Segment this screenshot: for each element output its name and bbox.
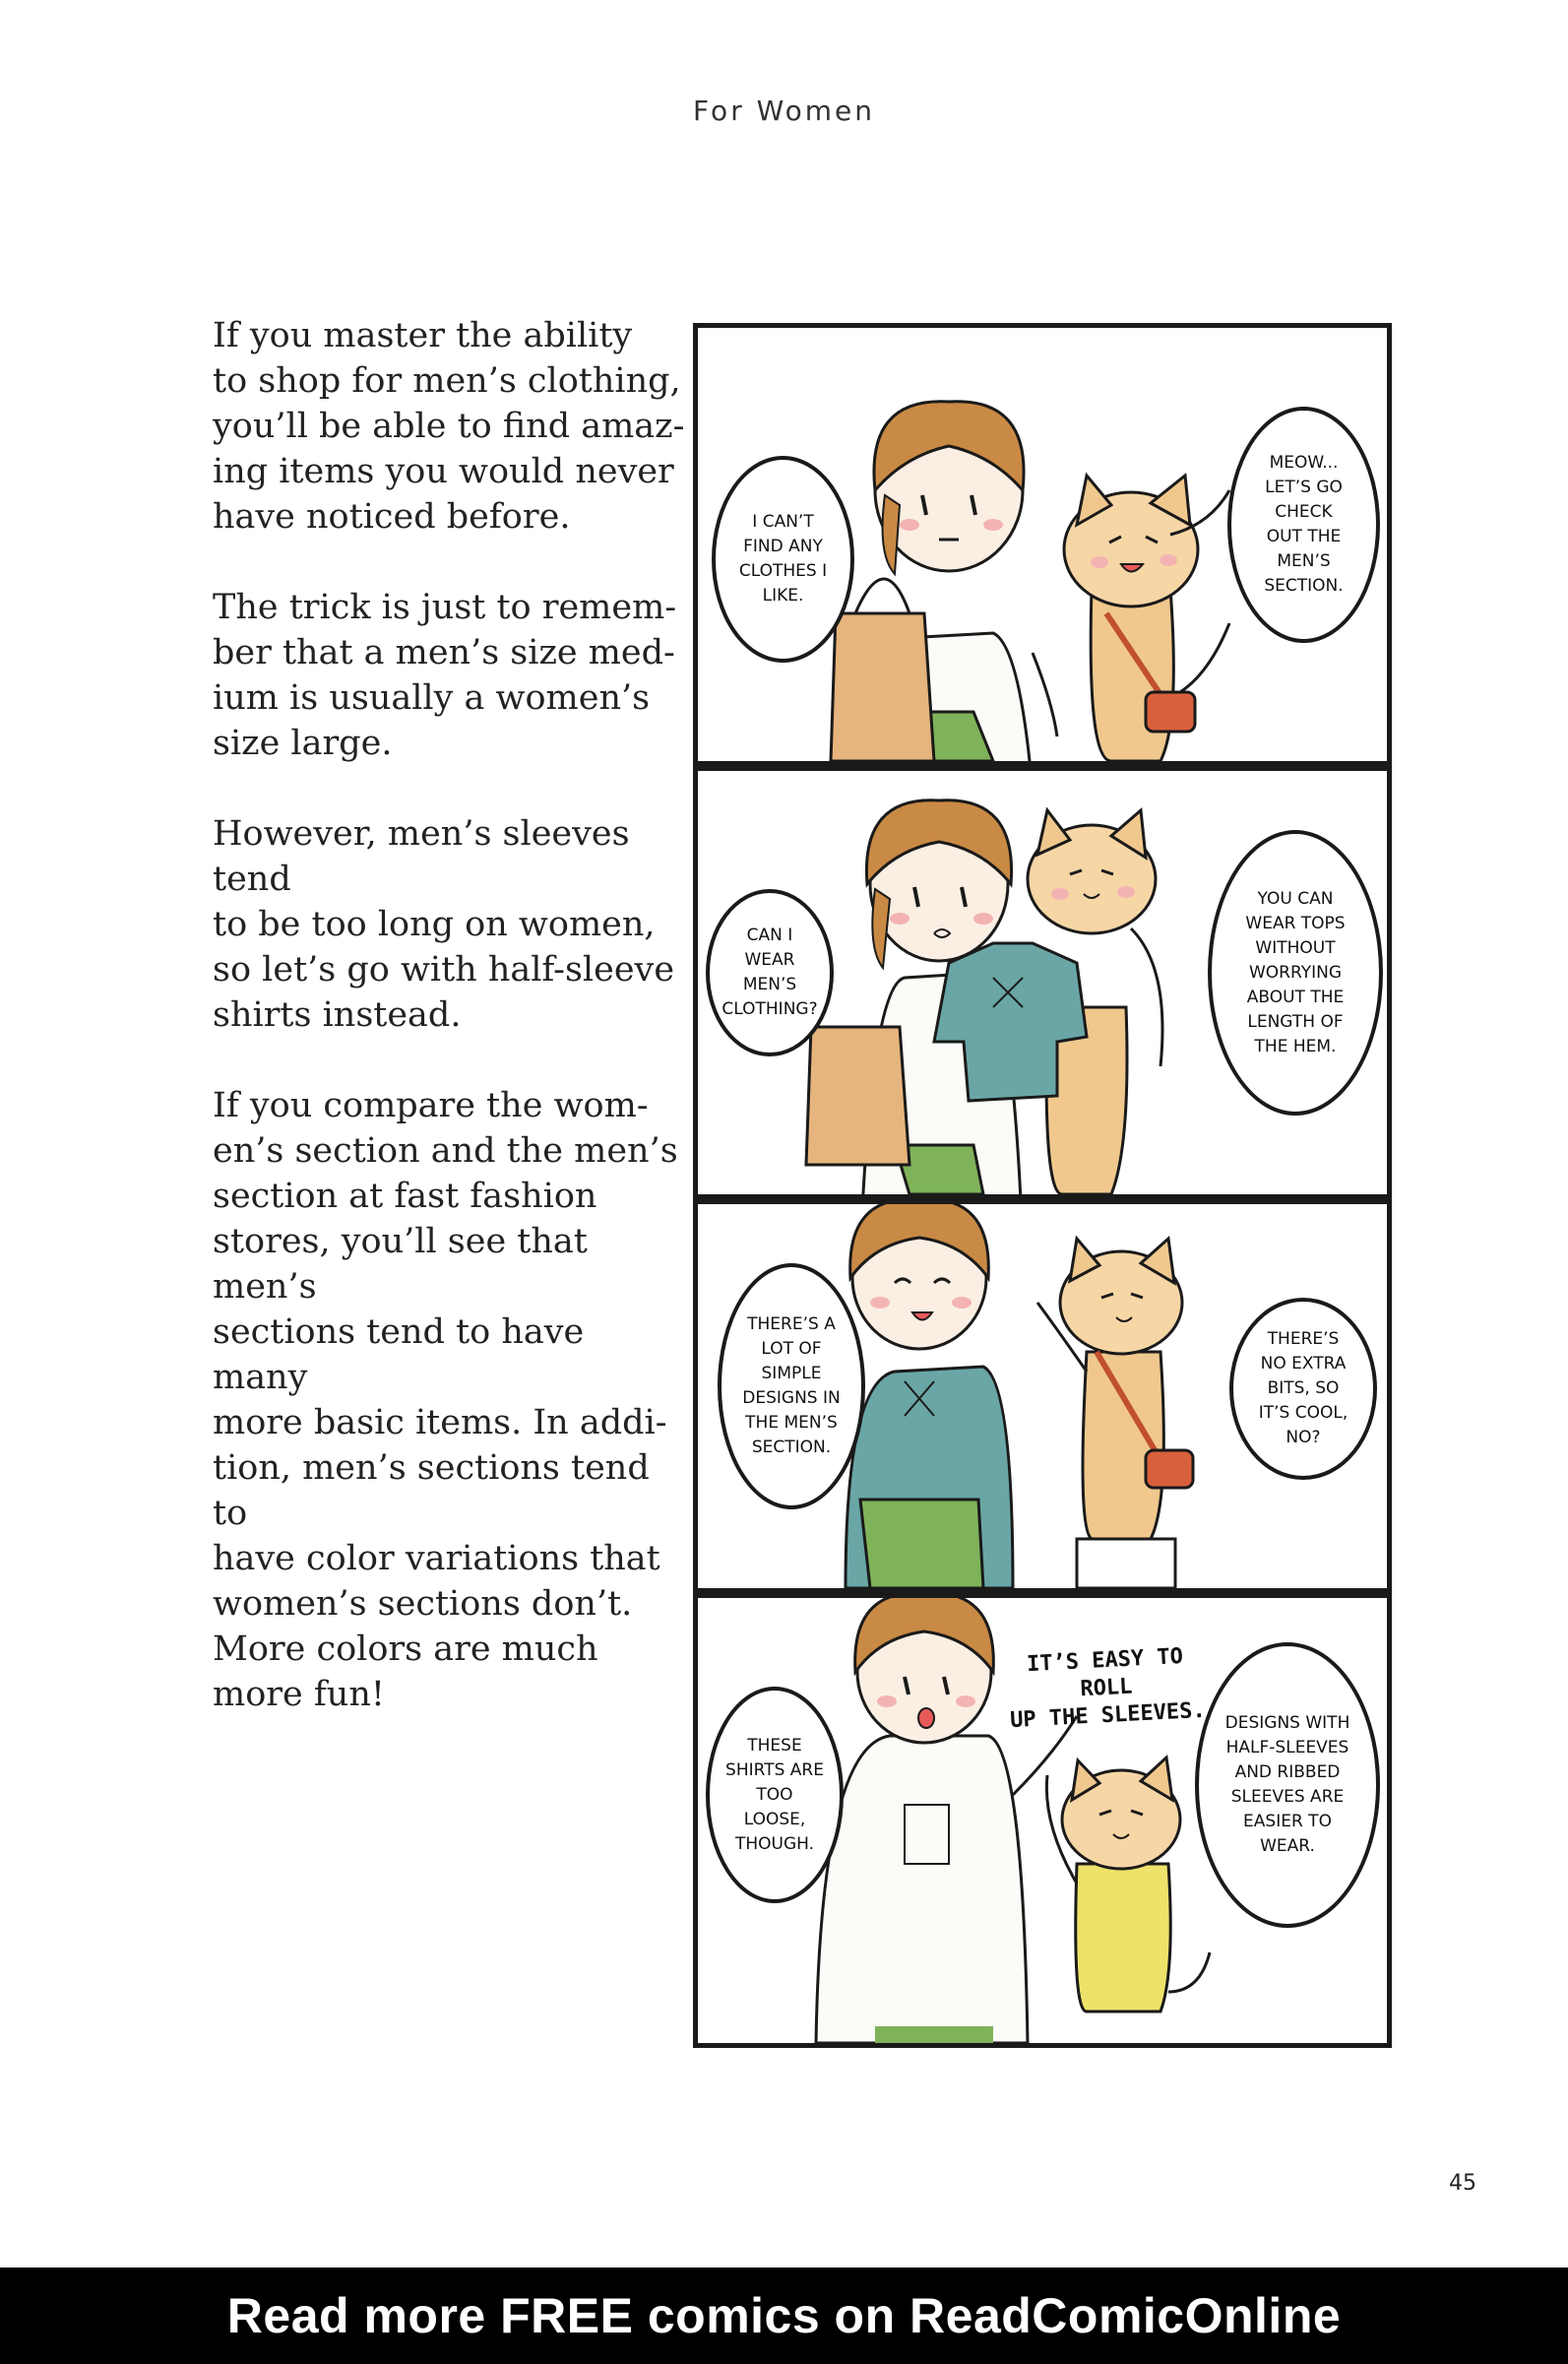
running-head: For Women [692,95,876,127]
panel-4-cat-bubble: DESIGNS WITH HALF-SLEEVES AND RIBBED SLEEVES ARE EASIER TO WEAR. [1195,1642,1380,1928]
paragraph-4: If you compare the wom- en’s section and the men’s section at fast fashion stores, you’ll see that men’s sections tend to have many more basic items. In addi- tion, men’s sections tend to have color variations that women’s sections don’t. More colors are much more fun! [213,1086,678,1714]
promo-banner-text[interactable]: Read more FREE comics on ReadComicOnline [226,2288,1342,2343]
panel-3-woman-bubble: THERE’S A LOT OF SIMPLE DESIGNS IN THE MEN’S SECTION. [718,1263,865,1509]
paragraph-3: However, men’s sleeves tend to be too long on women, so let’s go with half-sleeve shirts instead. [213,814,675,1035]
comic-strip [693,323,1392,2048]
paragraph-1: If you master the ability to shop for men’s clothing, you’ll be able to find amaz- ing items you would never have noticed before. [213,316,685,537]
paragraph-2: The trick is just to remem- ber that a men’s size med- ium is usually a women’s size large. [213,588,677,763]
panel-2-woman-bubble: CAN I WEAR MEN’S CLOTHING? [706,889,834,1056]
panel-1-cat-bubble: MEOW... LET’S GO CHECK OUT THE MEN’S SECTION. [1227,407,1380,643]
comic-panel-3 [698,1204,1387,1588]
panel-4-woman-bubble: THESE SHIRTS ARE TOO LOOSE, THOUGH. [706,1687,844,1903]
promo-banner[interactable] [0,2268,1568,2364]
comic-panel-2 [698,771,1387,1194]
body-text [213,313,685,1762]
page-number: 45 [1449,2171,1476,2196]
panel-2-cat-bubble: YOU CAN WEAR TOPS WITHOUT WORRYING ABOUT THE LENGTH OF THE HEM. [1208,830,1383,1116]
panel-4-caption: IT’S EASY TO ROLL UP THE SLEEVES. [1009,1643,1207,1734]
comic-panel-4 [698,1598,1387,2043]
panel-1-woman-bubble: I CAN’T FIND ANY CLOTHES I LIKE. [712,456,854,663]
panel-3-cat-bubble: THERE’S NO EXTRA BITS, SO IT’S COOL, NO? [1229,1298,1377,1480]
comic-panel-1 [698,328,1387,761]
